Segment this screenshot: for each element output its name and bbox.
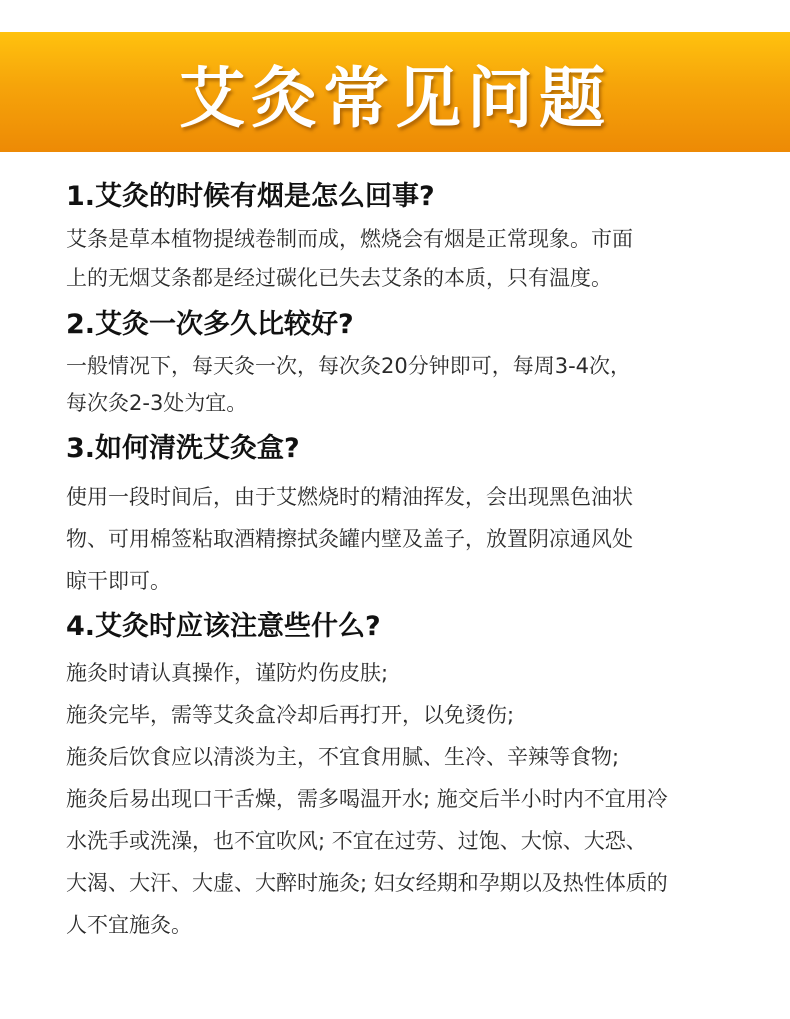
faq-answer-line: 晾干即可。 <box>66 569 171 593</box>
faq-answer-line: 大渴、大汗、大虚、大醉时施灸; 妇女经期和孕期以及热性体质的 <box>66 871 668 895</box>
faq-answer-line: 使用一段时间后，由于艾燃烧时的精油挥发，会出现黑色油状 <box>66 485 633 509</box>
faq-answer-line: 施灸完毕，需等艾灸盒冷却后再打开，以免烫伤; <box>66 703 515 727</box>
faq-question-4: 4.艾灸时应该注意些什么? <box>66 611 381 642</box>
faq-answer-line: 水洗手或洗澡，也不宜吹风; 不宜在过劳、过饱、大惊、大恐、 <box>66 829 647 853</box>
faq-item-1 <box>66 174 746 298</box>
faq-list <box>66 174 746 946</box>
header-banner <box>0 32 790 152</box>
page-title: 艾灸常见问题 <box>179 58 611 137</box>
faq-answer-line: 施灸后饮食应以清淡为主，不宜食用腻、生冷、辛辣等食物; <box>66 745 620 769</box>
faq-question-3: 3.如何清洗艾灸盒? <box>66 433 300 464</box>
faq-answer-line: 艾条是草本植物提绒卷制而成，燃烧会有烟是正常现象。市面 <box>66 227 633 251</box>
faq-question-2: 2.艾灸一次多久比较好? <box>66 309 354 340</box>
faq-question-1: 1.艾灸的时候有烟是怎么回事? <box>66 181 435 212</box>
faq-item-4 <box>66 604 746 946</box>
faq-item-3 <box>66 426 746 602</box>
faq-item-2 <box>66 302 746 422</box>
faq-answer-line: 施灸后易出现口干舌燥，需多喝温开水; 施交后半小时内不宜用冷 <box>66 787 668 811</box>
faq-answer-line: 人不宜施灸。 <box>66 913 192 937</box>
faq-answer-line: 一般情况下，每天灸一次，每次灸20分钟即可，每周3-4次， <box>66 354 632 378</box>
faq-answer-line: 上的无烟艾条都是经过碳化已失去艾条的本质，只有温度。 <box>66 266 612 290</box>
faq-answer-line: 每次灸2-3处为宜。 <box>66 391 248 415</box>
faq-answer-line: 物、可用棉签粘取酒精擦拭灸罐内壁及盖子，放置阴凉通风处 <box>66 527 633 551</box>
faq-answer-line: 施灸时请认真操作，谨防灼伤皮肤; <box>66 661 389 685</box>
